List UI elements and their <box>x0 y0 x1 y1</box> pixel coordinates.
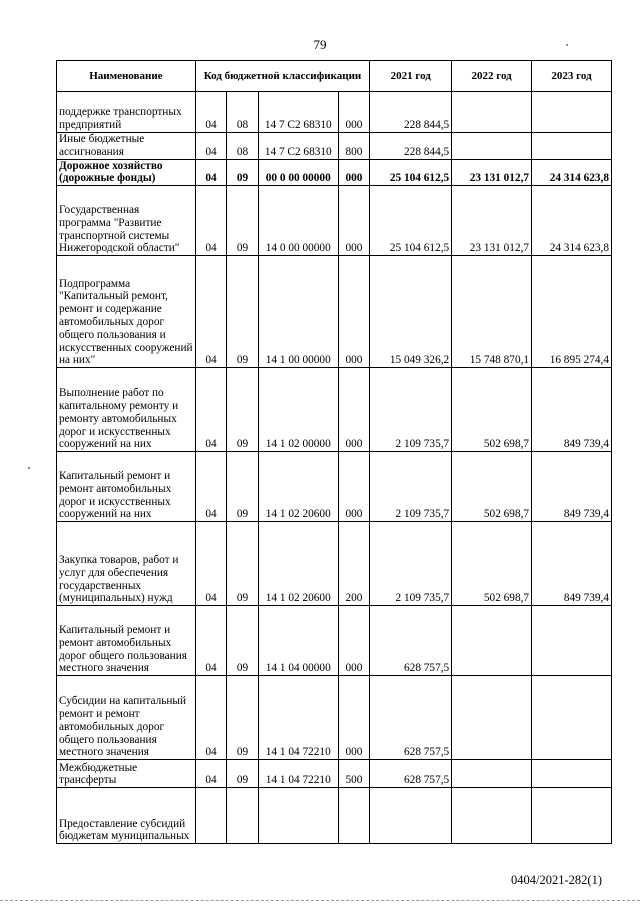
cell-name: Выполнение работ по капитальному ремонту и ремонту автомобильных дорог и искусственных сооружений на них <box>57 368 196 452</box>
scan-speck <box>28 467 30 469</box>
cell-target-article: 14 1 02 20600 <box>258 522 338 606</box>
cell-section: 04 <box>195 760 227 788</box>
cell-2023 <box>532 92 612 133</box>
cell-target-article: 14 1 02 00000 <box>258 368 338 452</box>
table-row <box>57 368 612 452</box>
table-row <box>57 606 612 676</box>
cell-2023: 849 739,4 <box>532 368 612 452</box>
table-row <box>57 452 612 522</box>
cell-2021: 25 104 612,5 <box>370 159 452 186</box>
table-row <box>57 256 612 368</box>
header-code: Код бюджетной классификации <box>195 61 369 92</box>
cell-name: поддержке транспортных предприятий <box>57 92 196 133</box>
cell-subsection: 09 <box>227 368 259 452</box>
cell-2021: 15 049 326,2 <box>370 256 452 368</box>
cell-name: Закупка товаров, работ и услуг для обеспечения государственных (муниципальных) нужд <box>57 522 196 606</box>
cell-2022: 502 698,7 <box>452 522 532 606</box>
cell-name: Предоставление субсидий бюджетам муниципальных <box>57 788 196 844</box>
cell-2022 <box>452 92 532 133</box>
header-2023: 2023 год <box>532 61 612 92</box>
cell-2021: 228 844,5 <box>370 133 452 160</box>
cell-2021: 628 757,5 <box>370 676 452 760</box>
cell-name: Субсидии на капитальный ремонт и ремонт автомобильных дорог общего пользования местного значения <box>57 676 196 760</box>
cell-subsection: 08 <box>227 133 259 160</box>
cell-section: 04 <box>195 606 227 676</box>
cell-target-article: 14 7 C2 68310 <box>258 92 338 133</box>
cell-2022: 502 698,7 <box>452 452 532 522</box>
cell-2022: 23 131 012,7 <box>452 159 532 186</box>
cell-2023 <box>532 788 612 844</box>
cell-expense-type: 000 <box>338 368 370 452</box>
cell-2022 <box>452 788 532 844</box>
cell-2022 <box>452 760 532 788</box>
cell-expense-type: 000 <box>338 606 370 676</box>
cell-2021: 2 109 735,7 <box>370 522 452 606</box>
cell-2022: 15 748 870,1 <box>452 256 532 368</box>
cell-section: 04 <box>195 133 227 160</box>
cell-expense-type: 000 <box>338 452 370 522</box>
scan-speck <box>566 44 568 46</box>
cell-target-article: 14 1 04 72210 <box>258 760 338 788</box>
cell-expense-type: 000 <box>338 676 370 760</box>
table-row <box>57 522 612 606</box>
cell-expense-type: 200 <box>338 522 370 606</box>
cell-name: Межбюджетные трансферты <box>57 760 196 788</box>
cell-2022 <box>452 606 532 676</box>
cell-subsection: 09 <box>227 186 259 256</box>
cell-section: 04 <box>195 522 227 606</box>
cell-section: 04 <box>195 159 227 186</box>
table-row <box>57 159 612 186</box>
cell-section: 04 <box>195 368 227 452</box>
cell-expense-type: 500 <box>338 760 370 788</box>
cell-subsection: 09 <box>227 522 259 606</box>
cell-subsection: 09 <box>227 256 259 368</box>
cell-subsection: 09 <box>227 452 259 522</box>
cell-2021: 2 109 735,7 <box>370 452 452 522</box>
table-row <box>57 133 612 160</box>
cell-target-article: 14 1 04 00000 <box>258 606 338 676</box>
cell-expense-type: 000 <box>338 159 370 186</box>
table-row <box>57 92 612 133</box>
cell-expense-type: 000 <box>338 186 370 256</box>
table-body <box>57 92 612 844</box>
cell-name: Капитальный ремонт и ремонт автомобильных дорог и искусственных сооружений на них <box>57 452 196 522</box>
table-row <box>57 676 612 760</box>
cell-target-article: 14 1 02 20600 <box>258 452 338 522</box>
cell-subsection: 09 <box>227 760 259 788</box>
cell-2023: 24 314 623,8 <box>532 186 612 256</box>
header-name: Наименование <box>57 61 196 92</box>
page-bottom-line <box>0 900 640 901</box>
cell-2021: 628 757,5 <box>370 760 452 788</box>
cell-subsection: 09 <box>227 606 259 676</box>
cell-2023: 16 895 274,4 <box>532 256 612 368</box>
cell-2023 <box>532 606 612 676</box>
cell-2021: 228 844,5 <box>370 92 452 133</box>
table-row <box>57 760 612 788</box>
header-2022: 2022 год <box>452 61 532 92</box>
cell-expense-type <box>338 788 370 844</box>
cell-subsection: 09 <box>227 159 259 186</box>
cell-section: 04 <box>195 452 227 522</box>
cell-2022 <box>452 676 532 760</box>
table-header-row <box>57 61 612 92</box>
cell-2023 <box>532 760 612 788</box>
cell-target-article: 00 0 00 00000 <box>258 159 338 186</box>
cell-expense-type: 000 <box>338 256 370 368</box>
cell-2023: 849 739,4 <box>532 522 612 606</box>
cell-section: 04 <box>195 92 227 133</box>
cell-target-article: 14 1 04 72210 <box>258 676 338 760</box>
cell-name: Подпрограмма "Капитальный ремонт, ремонт и содержание автомобильных дорог общего пользования и искусственных сооружений на них" <box>57 256 196 368</box>
document-code: 0404/2021-282(1) <box>511 873 602 887</box>
cell-2021: 25 104 612,5 <box>370 186 452 256</box>
budget-table <box>56 60 612 844</box>
cell-target-article <box>258 788 338 844</box>
cell-target-article: 14 1 00 00000 <box>258 256 338 368</box>
cell-expense-type: 000 <box>338 92 370 133</box>
cell-2021: 2 109 735,7 <box>370 368 452 452</box>
cell-name: Капитальный ремонт и ремонт автомобильных дорог общего пользования местного значения <box>57 606 196 676</box>
cell-2022: 502 698,7 <box>452 368 532 452</box>
cell-target-article: 14 7 C2 68310 <box>258 133 338 160</box>
page-number: 79 <box>313 37 327 52</box>
cell-section: 04 <box>195 186 227 256</box>
cell-subsection: 09 <box>227 676 259 760</box>
table-row <box>57 788 612 844</box>
cell-2023: 24 314 623,8 <box>532 159 612 186</box>
cell-subsection <box>227 788 259 844</box>
header-2021: 2021 год <box>370 61 452 92</box>
cell-subsection: 08 <box>227 92 259 133</box>
cell-name: Дорожное хозяйство (дорожные фонды) <box>57 159 196 186</box>
cell-target-article: 14 0 00 00000 <box>258 186 338 256</box>
cell-2023 <box>532 676 612 760</box>
cell-2022 <box>452 133 532 160</box>
cell-section: 04 <box>195 256 227 368</box>
cell-name: Государственная программа "Развитие транспортной системы Нижегородской области" <box>57 186 196 256</box>
cell-section <box>195 788 227 844</box>
cell-2021: 628 757,5 <box>370 606 452 676</box>
cell-name: Иные бюджетные ассигнования <box>57 133 196 160</box>
cell-section: 04 <box>195 676 227 760</box>
cell-2021 <box>370 788 452 844</box>
cell-expense-type: 800 <box>338 133 370 160</box>
cell-2022: 23 131 012,7 <box>452 186 532 256</box>
table-row <box>57 186 612 256</box>
cell-2023 <box>532 133 612 160</box>
cell-2023: 849 739,4 <box>532 452 612 522</box>
